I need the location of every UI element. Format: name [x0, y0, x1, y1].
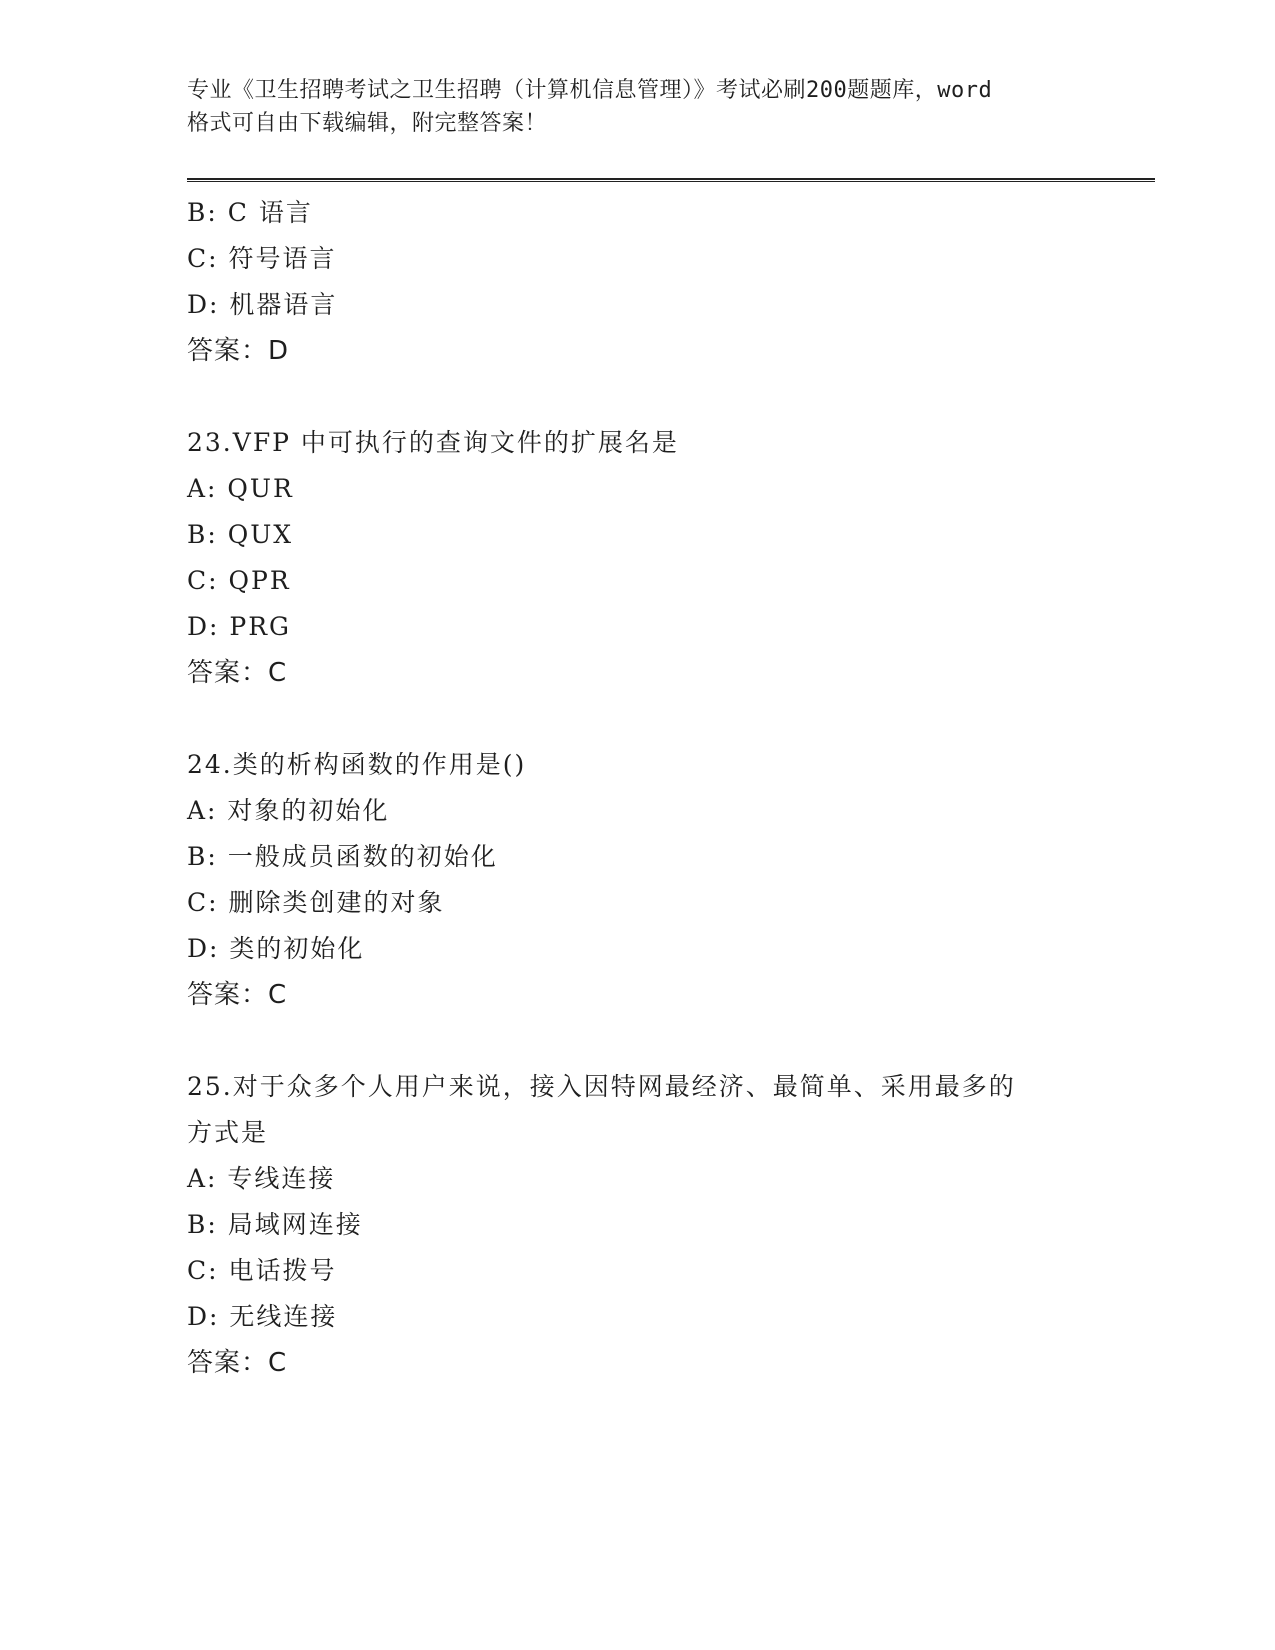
- spacer: [187, 696, 1087, 742]
- option-d: D: 机器语言: [187, 290, 338, 319]
- question-text-line-2: 方式是: [187, 1118, 269, 1147]
- option-a: A: QUR: [187, 474, 294, 503]
- option-d: D: 类的初始化: [187, 934, 365, 963]
- option-b: B: C 语言: [187, 198, 313, 227]
- answer: 答案：C: [187, 658, 288, 688]
- option-d: D: 无线连接: [187, 1302, 338, 1331]
- answer: 答案：C: [187, 1348, 288, 1378]
- question-24-block: [187, 742, 1087, 1018]
- question-list: [187, 190, 1087, 1386]
- answer: 答案：C: [187, 980, 288, 1010]
- header-title-line-2: 格式可自由下载编辑，附完整答案！: [187, 111, 548, 136]
- spacer: [187, 1018, 1087, 1064]
- option-c: C: 删除类创建的对象: [187, 888, 445, 917]
- option-b: B: 局域网连接: [187, 1210, 363, 1239]
- option-c: C: 符号语言: [187, 244, 337, 273]
- question-22-block: [187, 190, 1087, 374]
- header-title-line-1: 专业《卫生招聘考试之卫生招聘（计算机信息管理）》考试必刷200题题库，word: [187, 78, 993, 103]
- question-text-line-1: 25.对于众多个人用户来说，接入因特网最经济、最简单、采用最多的: [187, 1072, 1016, 1101]
- option-c: C: 电话拨号: [187, 1256, 337, 1285]
- option-a: A: 对象的初始化: [187, 796, 390, 825]
- option-b: B: QUX: [187, 520, 294, 549]
- question-25-block: [187, 1064, 1087, 1386]
- option-b: B: 一般成员函数的初始化: [187, 842, 498, 871]
- question-text: 24.类的析构函数的作用是(): [187, 750, 527, 779]
- option-a: A: 专线连接: [187, 1164, 336, 1193]
- option-c: C: QPR: [187, 566, 291, 595]
- option-d: D: PRG: [187, 612, 292, 641]
- question-23-block: [187, 420, 1087, 696]
- header-divider: [187, 178, 1155, 182]
- spacer: [187, 374, 1087, 420]
- document-header: [187, 74, 1087, 140]
- question-text: 23.VFP 中可执行的查询文件的扩展名是: [187, 428, 679, 457]
- answer: 答案：D: [187, 336, 290, 366]
